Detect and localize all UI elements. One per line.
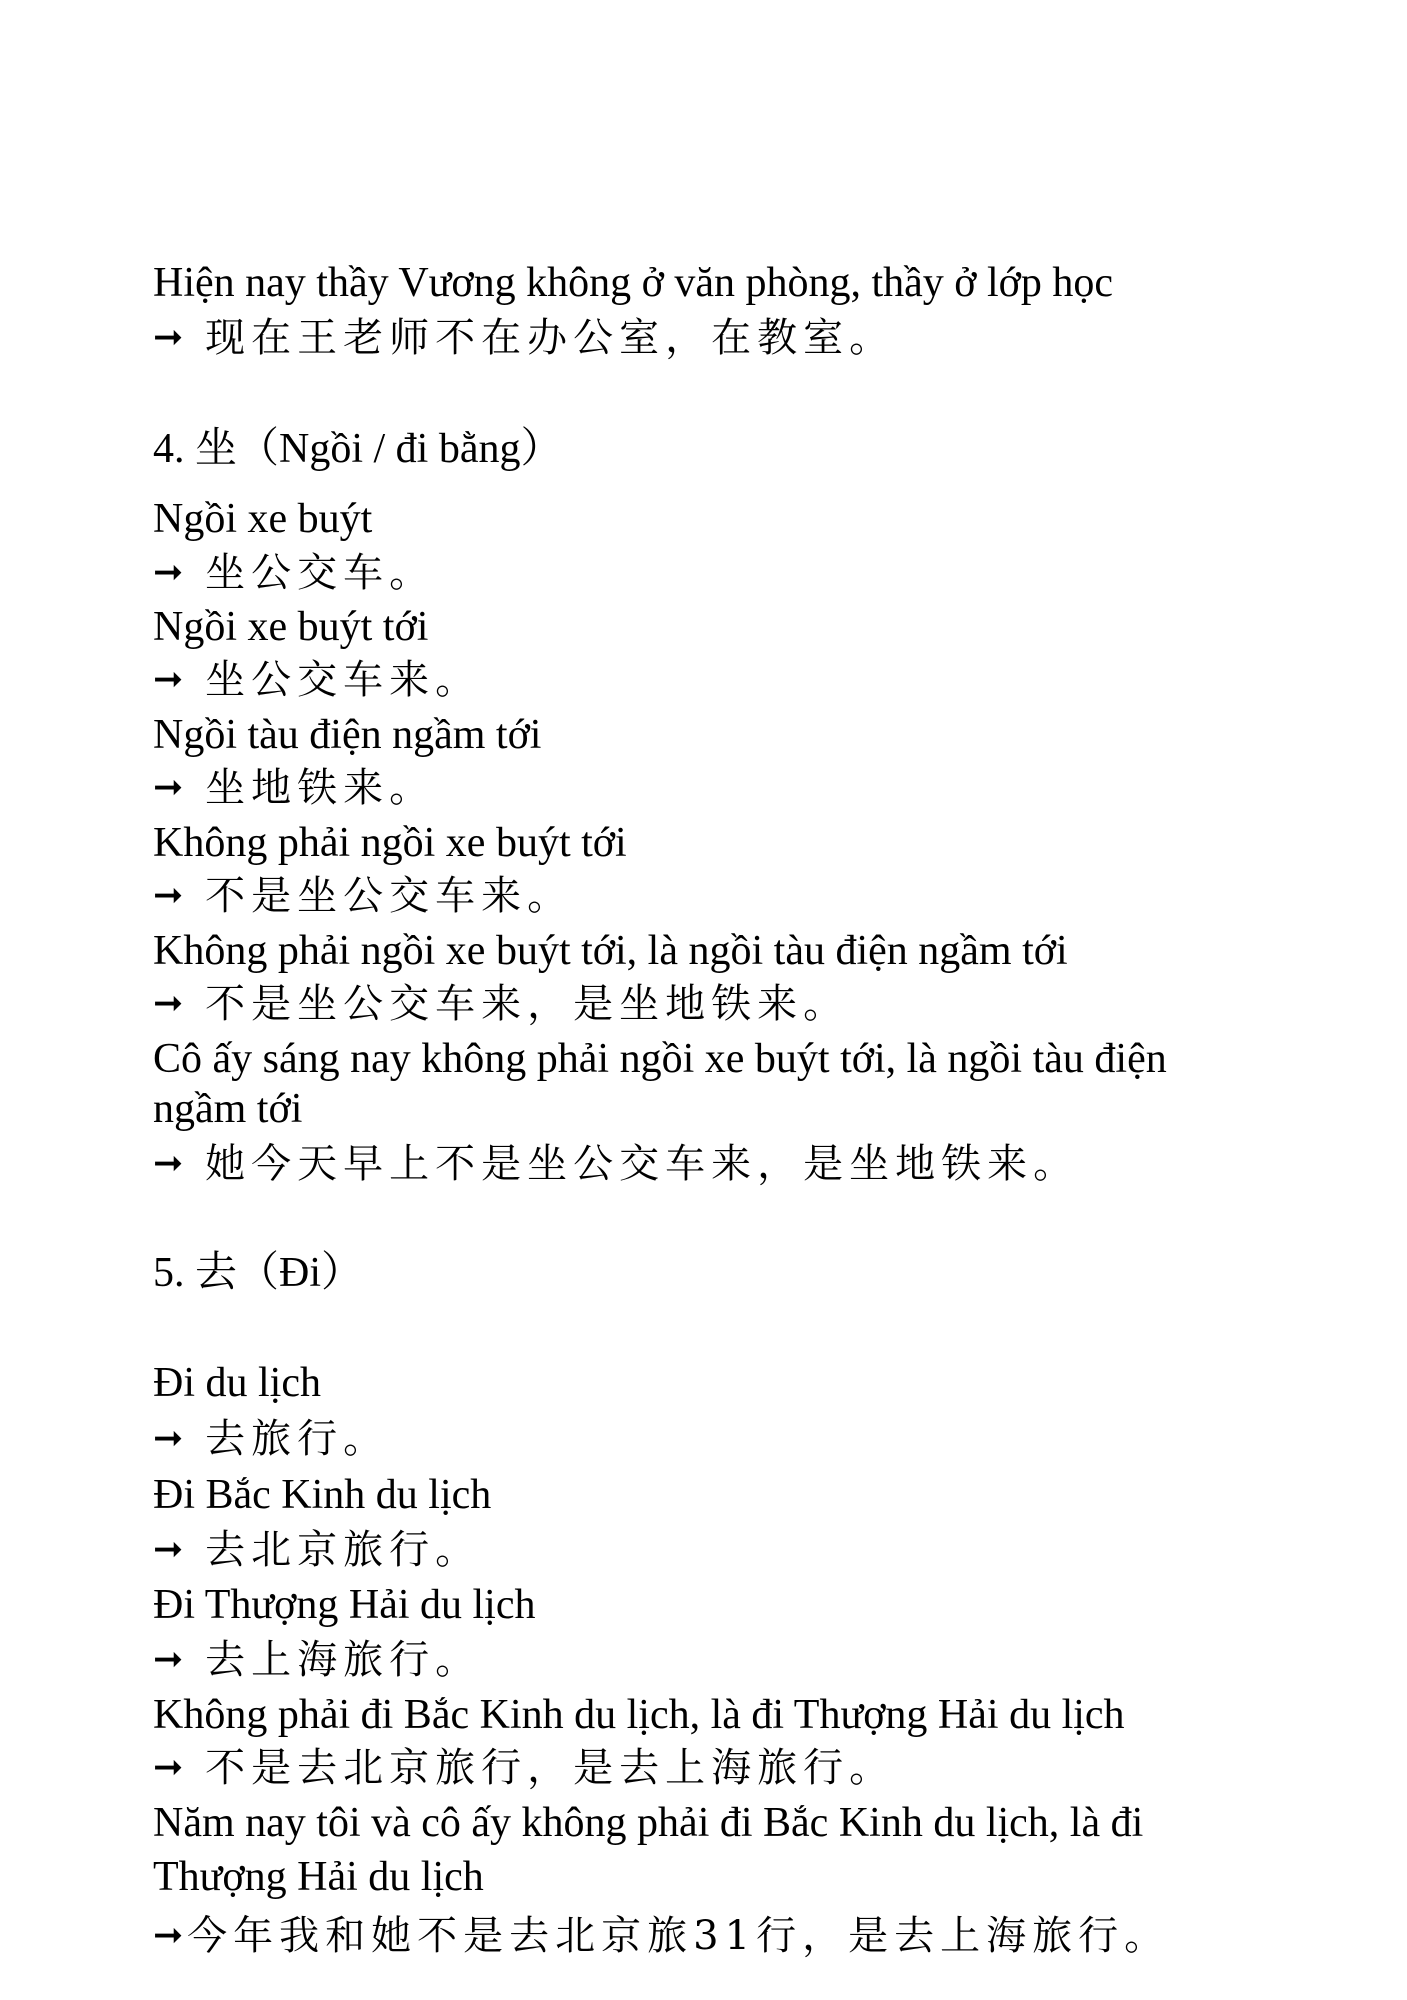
zh-text: 现在王老师不在办公室，在教室。 — [205, 315, 896, 361]
zh-line — [153, 1527, 482, 1573]
zh-line — [153, 1416, 390, 1462]
arrow-icon: ➞ — [153, 1529, 184, 1570]
vi-line: Ngồi xe buýt tới — [153, 604, 429, 650]
zh-line — [153, 1913, 1171, 1959]
zh-text: 坐地铁来。 — [205, 765, 436, 811]
vi-line: Năm nay tôi và cô ấy không phải đi Bắc Kinh du lịch, là đi — [153, 1800, 1144, 1846]
zh-text: 她今天早上不是坐公交车来，是坐地铁来。 — [205, 1141, 1080, 1187]
zh-line — [153, 550, 436, 596]
vi-line: Không phải ngồi xe buýt tới, là ngồi tàu điện ngầm tới — [153, 928, 1068, 974]
vi-line: Hiện nay thầy Vương không ở văn phòng, thầy ở lớp học — [153, 260, 1114, 306]
zh-text: 今年我和她不是去北京旅31行，是去上海旅行。 — [187, 1913, 1171, 1959]
zh-line — [153, 765, 436, 811]
arrow-icon: ➞ — [153, 1747, 184, 1788]
vi-line: Cô ấy sáng nay không phải ngồi xe buýt tới, là ngồi tàu điện — [153, 1036, 1167, 1082]
zh-line — [153, 657, 482, 703]
vi-line: Không phải ngồi xe buýt tới — [153, 820, 627, 866]
zh-line — [153, 315, 896, 361]
zh-text: 去北京旅行。 — [205, 1527, 482, 1573]
arrow-icon: ➞ — [153, 659, 184, 700]
vi-line: Không phải đi Bắc Kinh du lịch, là đi Thượng Hải du lịch — [153, 1692, 1125, 1738]
zh-text: 不是坐公交车来。 — [205, 873, 574, 919]
arrow-icon: ➞ — [153, 1639, 184, 1680]
section-heading: 5. 去（Đi） — [153, 1250, 364, 1296]
zh-line — [153, 873, 574, 919]
arrow-icon: ➞ — [153, 1143, 184, 1184]
zh-text: 去旅行。 — [205, 1416, 390, 1462]
vi-line: Đi Bắc Kinh du lịch — [153, 1472, 492, 1518]
arrow-icon: ➞ — [153, 875, 184, 916]
vi-line: ngầm tới — [153, 1086, 303, 1132]
zh-line — [153, 1745, 896, 1791]
vi-line: Đi du lịch — [153, 1360, 321, 1406]
arrow-icon: ➞ — [153, 1418, 184, 1459]
zh-line — [153, 1637, 482, 1683]
vi-line: Ngồi tàu điện ngầm tới — [153, 712, 542, 758]
section-heading: 4. 坐（Ngồi / đi bằng） — [153, 426, 563, 472]
arrow-icon: ➞ — [153, 317, 184, 358]
zh-text: 坐公交车来。 — [205, 657, 482, 703]
arrow-icon: ➞ — [153, 552, 184, 593]
zh-text: 去上海旅行。 — [205, 1637, 482, 1683]
zh-text: 坐公交车。 — [205, 550, 436, 596]
zh-text: 不是坐公交车来，是坐地铁来。 — [205, 981, 850, 1027]
arrow-icon: ➞ — [153, 767, 184, 808]
zh-line — [153, 1141, 1080, 1187]
zh-text: 不是去北京旅行，是去上海旅行。 — [205, 1745, 896, 1791]
vi-line: Ngồi xe buýt — [153, 496, 373, 542]
vi-line: Đi Thượng Hải du lịch — [153, 1582, 536, 1628]
arrow-icon: ➞ — [153, 983, 184, 1024]
vi-line: Thượng Hải du lịch — [153, 1854, 484, 1900]
arrow-icon: ➞ — [153, 1915, 184, 1956]
zh-line — [153, 981, 850, 1027]
